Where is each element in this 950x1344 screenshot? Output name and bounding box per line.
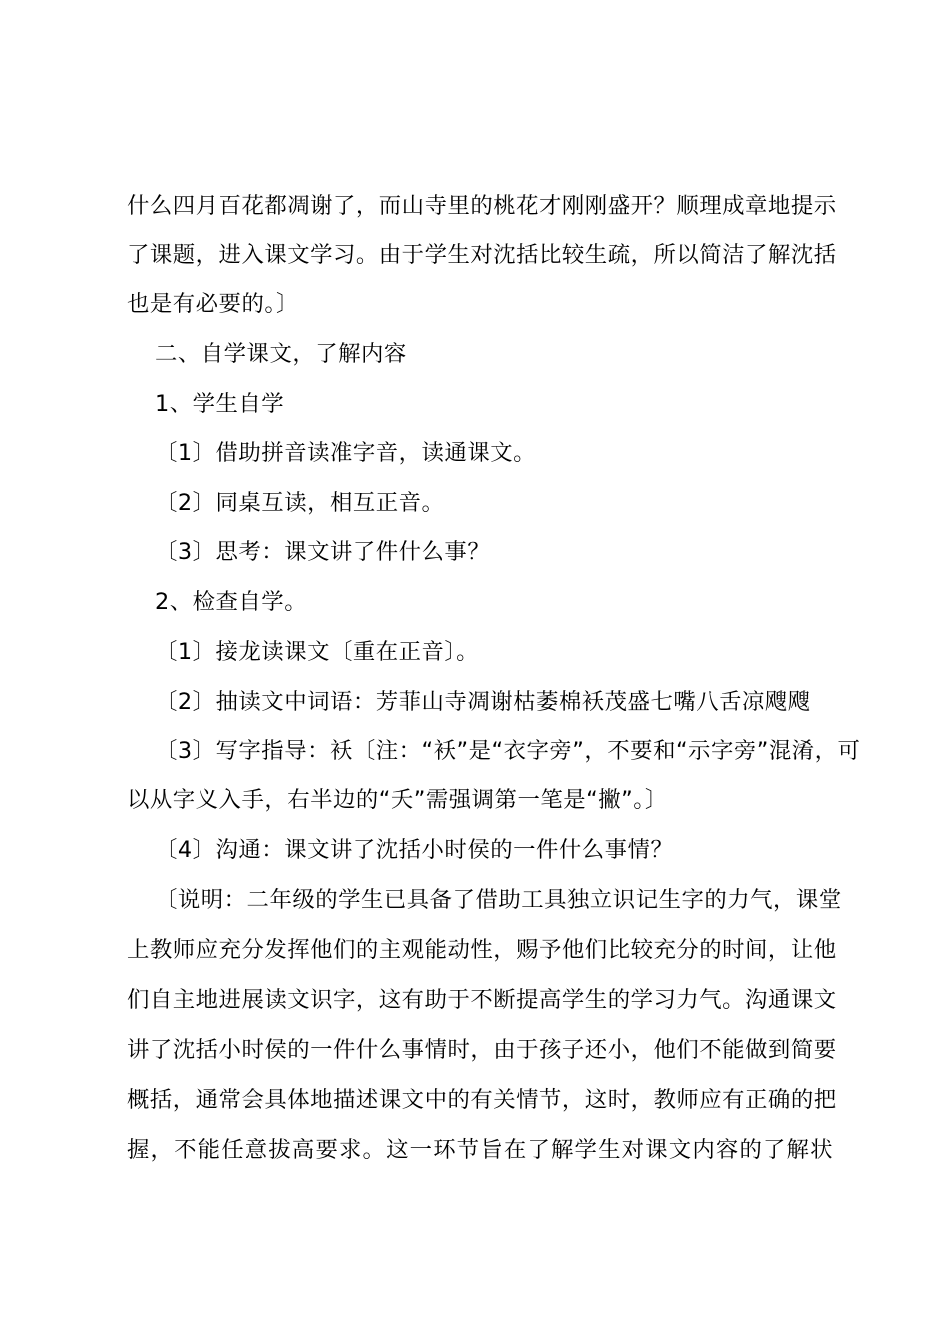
list-item: 〔4〕沟通：课文讲了沈括小时侯的一件什么事情？ [155, 837, 674, 863]
list-item: 〔1〕接龙读课文〔重在正音〕。 [155, 639, 480, 665]
note-paragraph-line: 讲了沈括小时侯的一件什么事情时，由于孩子还小，他们不能做到简要 [127, 1037, 837, 1063]
note-paragraph-line: 〔说明：二年级的学生已具备了借助工具独立识记生字的力气，课堂 [155, 887, 842, 913]
list-item: 〔1〕借助拼音读准字音，读通课文。 [155, 440, 536, 466]
paragraph-line: 了课题，进入课文学习。由于学生对沈括比较生疏，所以简洁了解沈括 [127, 242, 837, 268]
paragraph-line: 也是有必要的。〕 [127, 291, 299, 317]
paragraph-line: 以从字义入手，右半边的“夭”需强调第一笔是“撇”。〕 [127, 787, 668, 813]
note-paragraph-line: 概括，通常会具体地描述课文中的有关情节，这时，教师应有正确的把 [127, 1087, 837, 1113]
note-paragraph-line: 握，不能任意拔高要求。这一环节旨在了解学生对课文内容的了解状 [127, 1137, 833, 1163]
subsection-heading: 2、检查自学。 [155, 589, 308, 615]
paragraph-line: 什么四月百花都凋谢了，而山寺里的桃花才刚刚盛开？顺理成章地提示 [127, 193, 837, 219]
list-item: 〔3〕思考：课文讲了件什么事？ [155, 539, 491, 565]
note-paragraph-line: 们自主地进展读文识字，这有助于不断提高学生的学习力气。沟通课文 [127, 987, 837, 1013]
note-paragraph-line: 上教师应充分发挥他们的主观能动性，赐予他们比较充分的时间，让他 [127, 937, 837, 963]
subsection-heading: 1、学生自学 [155, 391, 285, 417]
list-item: 〔2〕抽读文中词语：芳菲山寺凋谢枯萎棉袄茂盛七嘴八舌凉飕飕 [155, 689, 811, 715]
section-heading: 二、自学课文，了解内容 [155, 341, 407, 367]
list-item: 〔3〕写字指导：袄〔注：“袄”是“衣字旁”，不要和“示字旁”混淆，可 [155, 738, 861, 764]
list-item: 〔2〕同桌互读，相互正音。 [155, 490, 445, 516]
